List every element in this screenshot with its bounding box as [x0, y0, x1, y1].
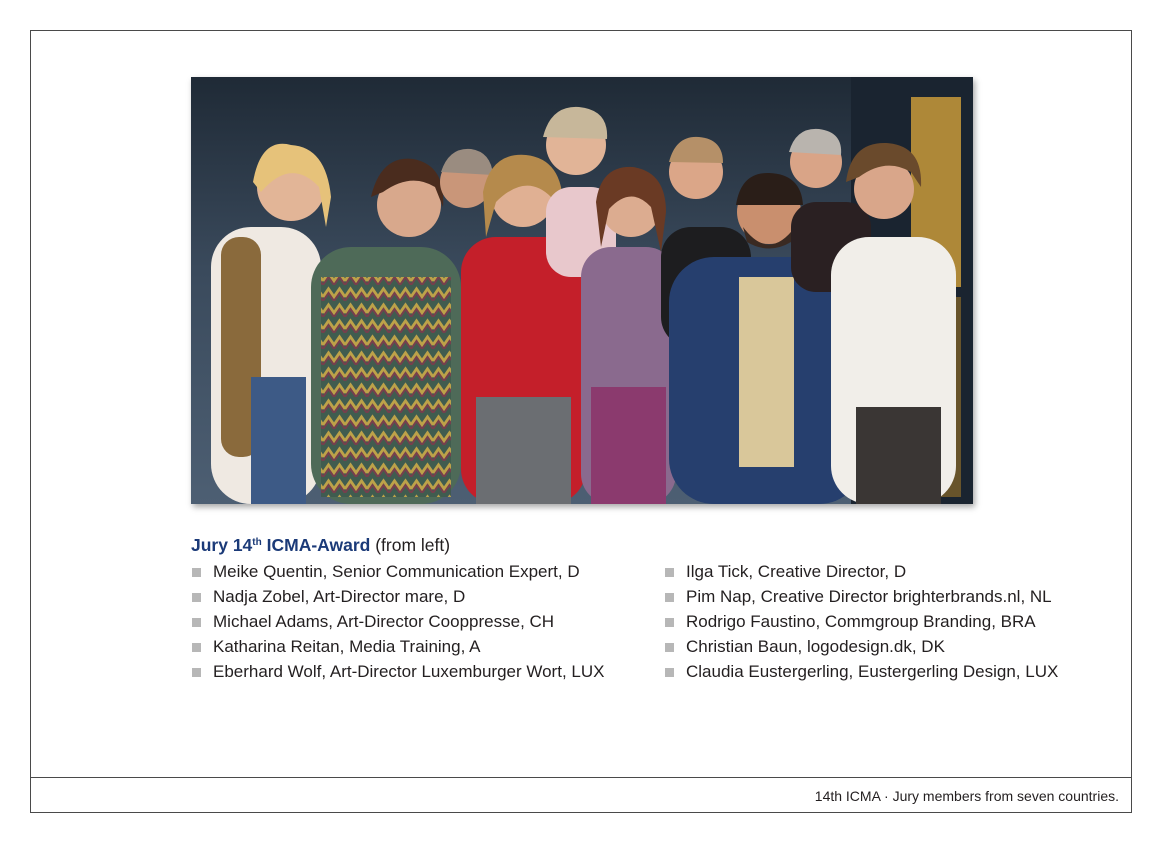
list-item: Nadja Zobel, Art-Director mare, D: [191, 586, 604, 611]
jury-group-photo: [191, 77, 973, 504]
list-item: Rodrigo Faustino, Commgroup Branding, BRA: [664, 611, 1058, 636]
photo-illustration: [191, 77, 973, 504]
jury-list-right: [664, 561, 1058, 686]
bullet-square-icon: [192, 643, 201, 652]
caption-title: [191, 535, 450, 556]
jury-list-left: [191, 561, 604, 686]
footer-divider: [30, 777, 1132, 778]
bullet-square-icon: [665, 643, 674, 652]
list-item: Meike Quentin, Senior Communication Expert, D: [191, 561, 604, 586]
caption-subtitle: (from left): [370, 535, 451, 555]
list-item: Pim Nap, Creative Director brighterbrands.nl, NL: [664, 586, 1058, 611]
list-item: Katharina Reitan, Media Training, A: [191, 636, 604, 661]
bullet-square-icon: [192, 568, 201, 577]
bullet-square-icon: [665, 568, 674, 577]
list-item: Claudia Eustergerling, Eustergerling Design, LUX: [664, 661, 1058, 686]
bullet-square-icon: [665, 618, 674, 627]
bullet-square-icon: [665, 593, 674, 602]
bullet-square-icon: [665, 668, 674, 677]
caption-title-strong: Jury 14th ICMA-Award: [191, 535, 371, 555]
bullet-square-icon: [192, 618, 201, 627]
list-item: Ilga Tick, Creative Director, D: [664, 561, 1058, 586]
bullet-square-icon: [192, 593, 201, 602]
list-item: Michael Adams, Art-Director Cooppresse, CH: [191, 611, 604, 636]
footer-caption: 14th ICMA · Jury members from seven countries.: [814, 788, 1119, 804]
list-item: Christian Baun, logodesign.dk, DK: [664, 636, 1058, 661]
list-item: Eberhard Wolf, Art-Director Luxemburger Wort, LUX: [191, 661, 604, 686]
bullet-square-icon: [192, 668, 201, 677]
